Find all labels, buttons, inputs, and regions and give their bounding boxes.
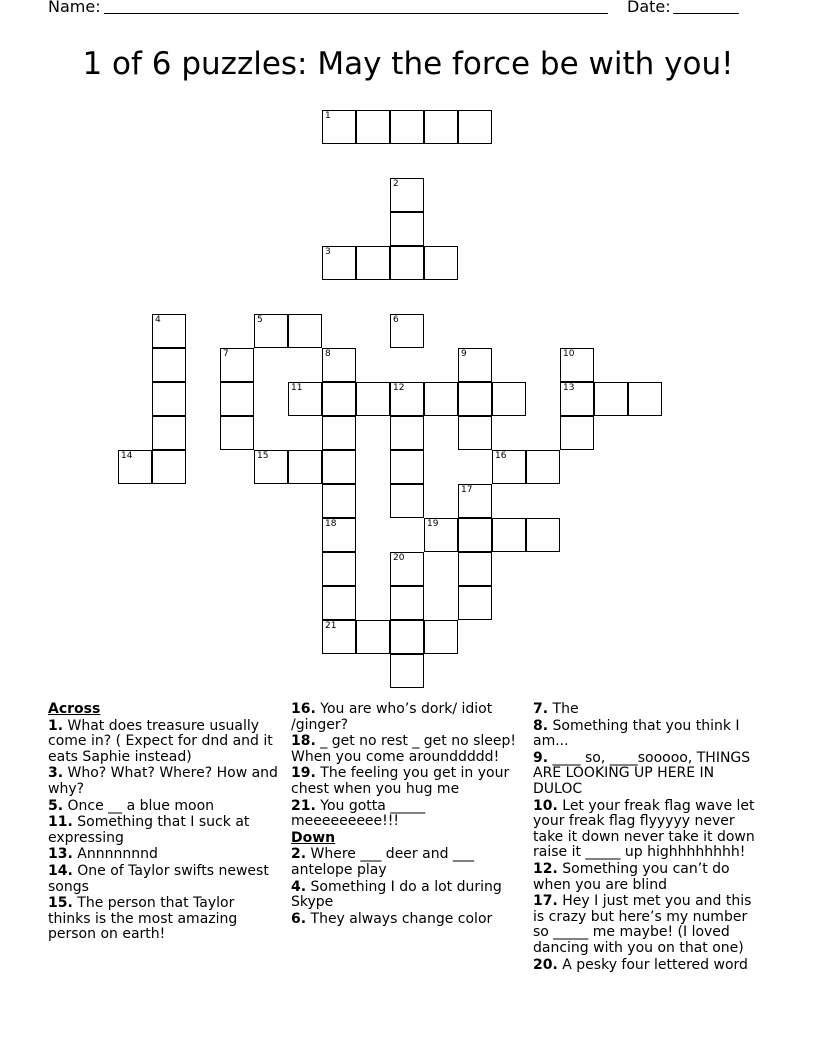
clue-number: 4. (291, 878, 307, 895)
down-clue (291, 912, 523, 928)
clue-text: Something I do a lot during Skype (291, 878, 502, 911)
cell-number: 7 (223, 349, 229, 359)
clue-text: Something you can’t do when you are blind (533, 860, 730, 893)
cell-number: 1 (325, 111, 331, 121)
down-heading: Down (291, 829, 336, 846)
clue-number: 16. (291, 701, 316, 717)
grid-cell[interactable] (322, 620, 356, 654)
grid-cell[interactable] (152, 382, 186, 416)
clue-number: 19. (291, 765, 316, 782)
grid-cell[interactable] (322, 552, 356, 586)
clue-number: 20. (533, 956, 558, 973)
grid-cell[interactable] (390, 314, 424, 348)
grid-cell[interactable] (390, 620, 424, 654)
grid-cell[interactable] (322, 586, 356, 620)
cell-number: 15 (257, 451, 269, 461)
grid-cell[interactable] (356, 246, 390, 280)
across-clue (291, 766, 523, 797)
across-clue (48, 896, 280, 943)
clue-number: 12. (533, 860, 558, 877)
clue-text: You are who’s dork/ idiot /ginger? (291, 701, 493, 733)
grid-cell[interactable] (458, 382, 492, 416)
grid-cell[interactable] (152, 348, 186, 382)
clue-text: Where ___ deer and ___ antelope play (291, 846, 474, 878)
grid-cell[interactable] (424, 110, 458, 144)
clue-text: The person that Taylor thinks is the most amazing person on earth! (48, 895, 238, 943)
grid-cell[interactable] (322, 450, 356, 484)
clue-column-1 (48, 702, 280, 944)
clue-text: Something that I suck at expressing (48, 814, 250, 846)
clue-number: 3. (48, 765, 64, 782)
cell-number: 3 (325, 247, 331, 257)
cell-number: 19 (427, 519, 439, 529)
grid-cell[interactable] (288, 382, 322, 416)
grid-cell[interactable] (322, 518, 356, 552)
down-clue (533, 799, 765, 861)
across-clue (291, 734, 523, 765)
down-clue (533, 751, 765, 798)
grid-cell[interactable] (560, 348, 594, 382)
clue-text: The (552, 701, 579, 717)
grid-cell[interactable] (390, 450, 424, 484)
grid-cell[interactable] (458, 110, 492, 144)
cell-number: 10 (563, 349, 575, 359)
grid-cell[interactable] (390, 654, 424, 688)
grid-cell[interactable] (288, 450, 322, 484)
clue-number: 9. (533, 749, 549, 766)
across-clue (48, 766, 280, 797)
down-clue (291, 880, 523, 911)
cell-number: 8 (325, 349, 331, 359)
grid-cell[interactable] (322, 348, 356, 382)
clue-number: 14. (48, 862, 73, 879)
grid-cell[interactable] (458, 416, 492, 450)
grid-cell[interactable] (390, 212, 424, 246)
cell-number: 2 (393, 179, 399, 189)
grid-cell[interactable] (526, 450, 560, 484)
across-clue (48, 815, 280, 846)
grid-cell[interactable] (560, 416, 594, 450)
puzzle-title: 1 of 6 puzzles: May the force be with you! (82, 46, 734, 82)
grid-cell[interactable] (254, 450, 288, 484)
clue-text: Once __ a blue moon (67, 797, 215, 814)
clue-text: ____ so, ____sooooo, THINGS ARE LOOKING UP HERE IN DULOC (533, 749, 751, 797)
grid-cell[interactable] (254, 314, 288, 348)
cell-number: 21 (325, 621, 337, 631)
cell-number: 6 (393, 315, 399, 325)
clue-text: You gotta _____ meeeeeeeee!!! (291, 797, 426, 830)
grid-cell[interactable] (152, 450, 186, 484)
clue-column-3 (533, 702, 765, 974)
cell-number: 18 (325, 519, 337, 529)
grid-cell[interactable] (322, 416, 356, 450)
grid-cell[interactable] (356, 620, 390, 654)
grid-cell[interactable] (424, 620, 458, 654)
grid-cell[interactable] (390, 484, 424, 518)
grid-cell[interactable] (152, 314, 186, 348)
clue-text: What does treasure usually come in? ( Expect for dnd and it eats Saphie instead) (48, 717, 273, 765)
clue-text: They always change color (310, 910, 493, 927)
cell-number: 17 (461, 485, 473, 495)
down-clue (291, 847, 523, 878)
grid-cell[interactable] (322, 484, 356, 518)
across-clue (48, 864, 280, 895)
down-clue (533, 719, 765, 750)
grid-cell[interactable] (322, 246, 356, 280)
grid-cell[interactable] (560, 382, 594, 416)
grid-cell[interactable] (220, 382, 254, 416)
down-clue (533, 702, 765, 718)
across-clue (48, 799, 280, 815)
grid-cell[interactable] (492, 518, 526, 552)
clue-text: Annnnnnnd (77, 846, 158, 863)
clue-number: 18. (291, 733, 316, 750)
clue-text: A pesky four lettered word (562, 956, 748, 973)
clue-text: Hey I just met you and this is crazy but here’s my number so _____ me maybe! (I loved dancing with you on that one) (533, 893, 752, 956)
clue-number: 10. (533, 797, 558, 814)
grid-cell[interactable] (526, 518, 560, 552)
clue-number: 17. (533, 893, 558, 910)
grid-cell[interactable] (288, 314, 322, 348)
cell-number: 14 (121, 451, 133, 461)
grid-cell[interactable] (322, 110, 356, 144)
clue-number: 8. (533, 717, 549, 734)
grid-cell[interactable] (424, 382, 458, 416)
grid-cell[interactable] (492, 382, 526, 416)
grid-cell[interactable] (458, 552, 492, 586)
clue-text: Let your freak flag wave let your freak flag flyyyyy never take it down never take it down raise it _____ up highhhhhhhh! (533, 797, 755, 861)
clue-number: 11. (48, 814, 73, 831)
grid-cell[interactable] (594, 382, 628, 416)
clue-text: The feeling you get in your chest when you hug me (291, 765, 510, 797)
grid-cell[interactable] (390, 382, 424, 416)
grid-cell[interactable] (356, 110, 390, 144)
cell-number: 12 (393, 383, 405, 393)
across-clue (48, 719, 280, 766)
grid-cell[interactable] (390, 110, 424, 144)
grid-cell[interactable] (492, 450, 526, 484)
clue-number: 5. (48, 797, 64, 814)
grid-cell[interactable] (458, 518, 492, 552)
down-clue (533, 894, 765, 956)
clue-number: 6. (291, 910, 307, 927)
grid-cell[interactable] (356, 382, 390, 416)
cell-number: 13 (563, 383, 575, 393)
clue-number: 15. (48, 895, 73, 912)
grid-cell[interactable] (628, 382, 662, 416)
across-clue (291, 799, 523, 830)
cell-number: 20 (393, 553, 405, 563)
grid-cell[interactable] (424, 518, 458, 552)
cell-number: 11 (291, 383, 303, 393)
grid-cell[interactable] (390, 416, 424, 450)
grid-cell[interactable] (152, 416, 186, 450)
clue-number: 21. (291, 797, 316, 814)
clue-number: 7. (533, 701, 549, 717)
grid-cell[interactable] (390, 178, 424, 212)
clue-number: 13. (48, 846, 73, 863)
clue-column-2 (291, 702, 523, 928)
grid-cell[interactable] (390, 586, 424, 620)
grid-cell[interactable] (390, 246, 424, 280)
grid-cell[interactable] (322, 382, 356, 416)
clue-text: Something that you think I am... (533, 717, 740, 750)
cell-number: 9 (461, 349, 467, 359)
cell-number: 5 (257, 315, 263, 325)
clue-text: One of Taylor swifts newest songs (48, 862, 269, 895)
name-label: Name: (48, 0, 101, 16)
grid-cell[interactable] (458, 484, 492, 518)
grid-cell[interactable] (390, 552, 424, 586)
grid-cell[interactable] (118, 450, 152, 484)
down-clue (533, 958, 765, 974)
grid-cell[interactable] (220, 416, 254, 450)
cell-number: 4 (155, 315, 161, 325)
across-heading: Across (48, 701, 101, 717)
grid-cell[interactable] (458, 586, 492, 620)
grid-cell[interactable] (424, 246, 458, 280)
across-clue (291, 702, 523, 733)
clue-number: 1. (48, 717, 64, 734)
date-label: Date: (627, 0, 671, 16)
clue-text: Who? What? Where? How and why? (48, 765, 278, 797)
across-clue (48, 847, 280, 863)
clue-number: 2. (291, 846, 307, 863)
down-clue (533, 862, 765, 893)
clue-text: _ get no rest _ get no sleep! When you come arounddddd! (291, 733, 517, 765)
cell-number: 16 (495, 451, 507, 461)
grid-cell[interactable] (458, 348, 492, 382)
grid-cell[interactable] (220, 348, 254, 382)
